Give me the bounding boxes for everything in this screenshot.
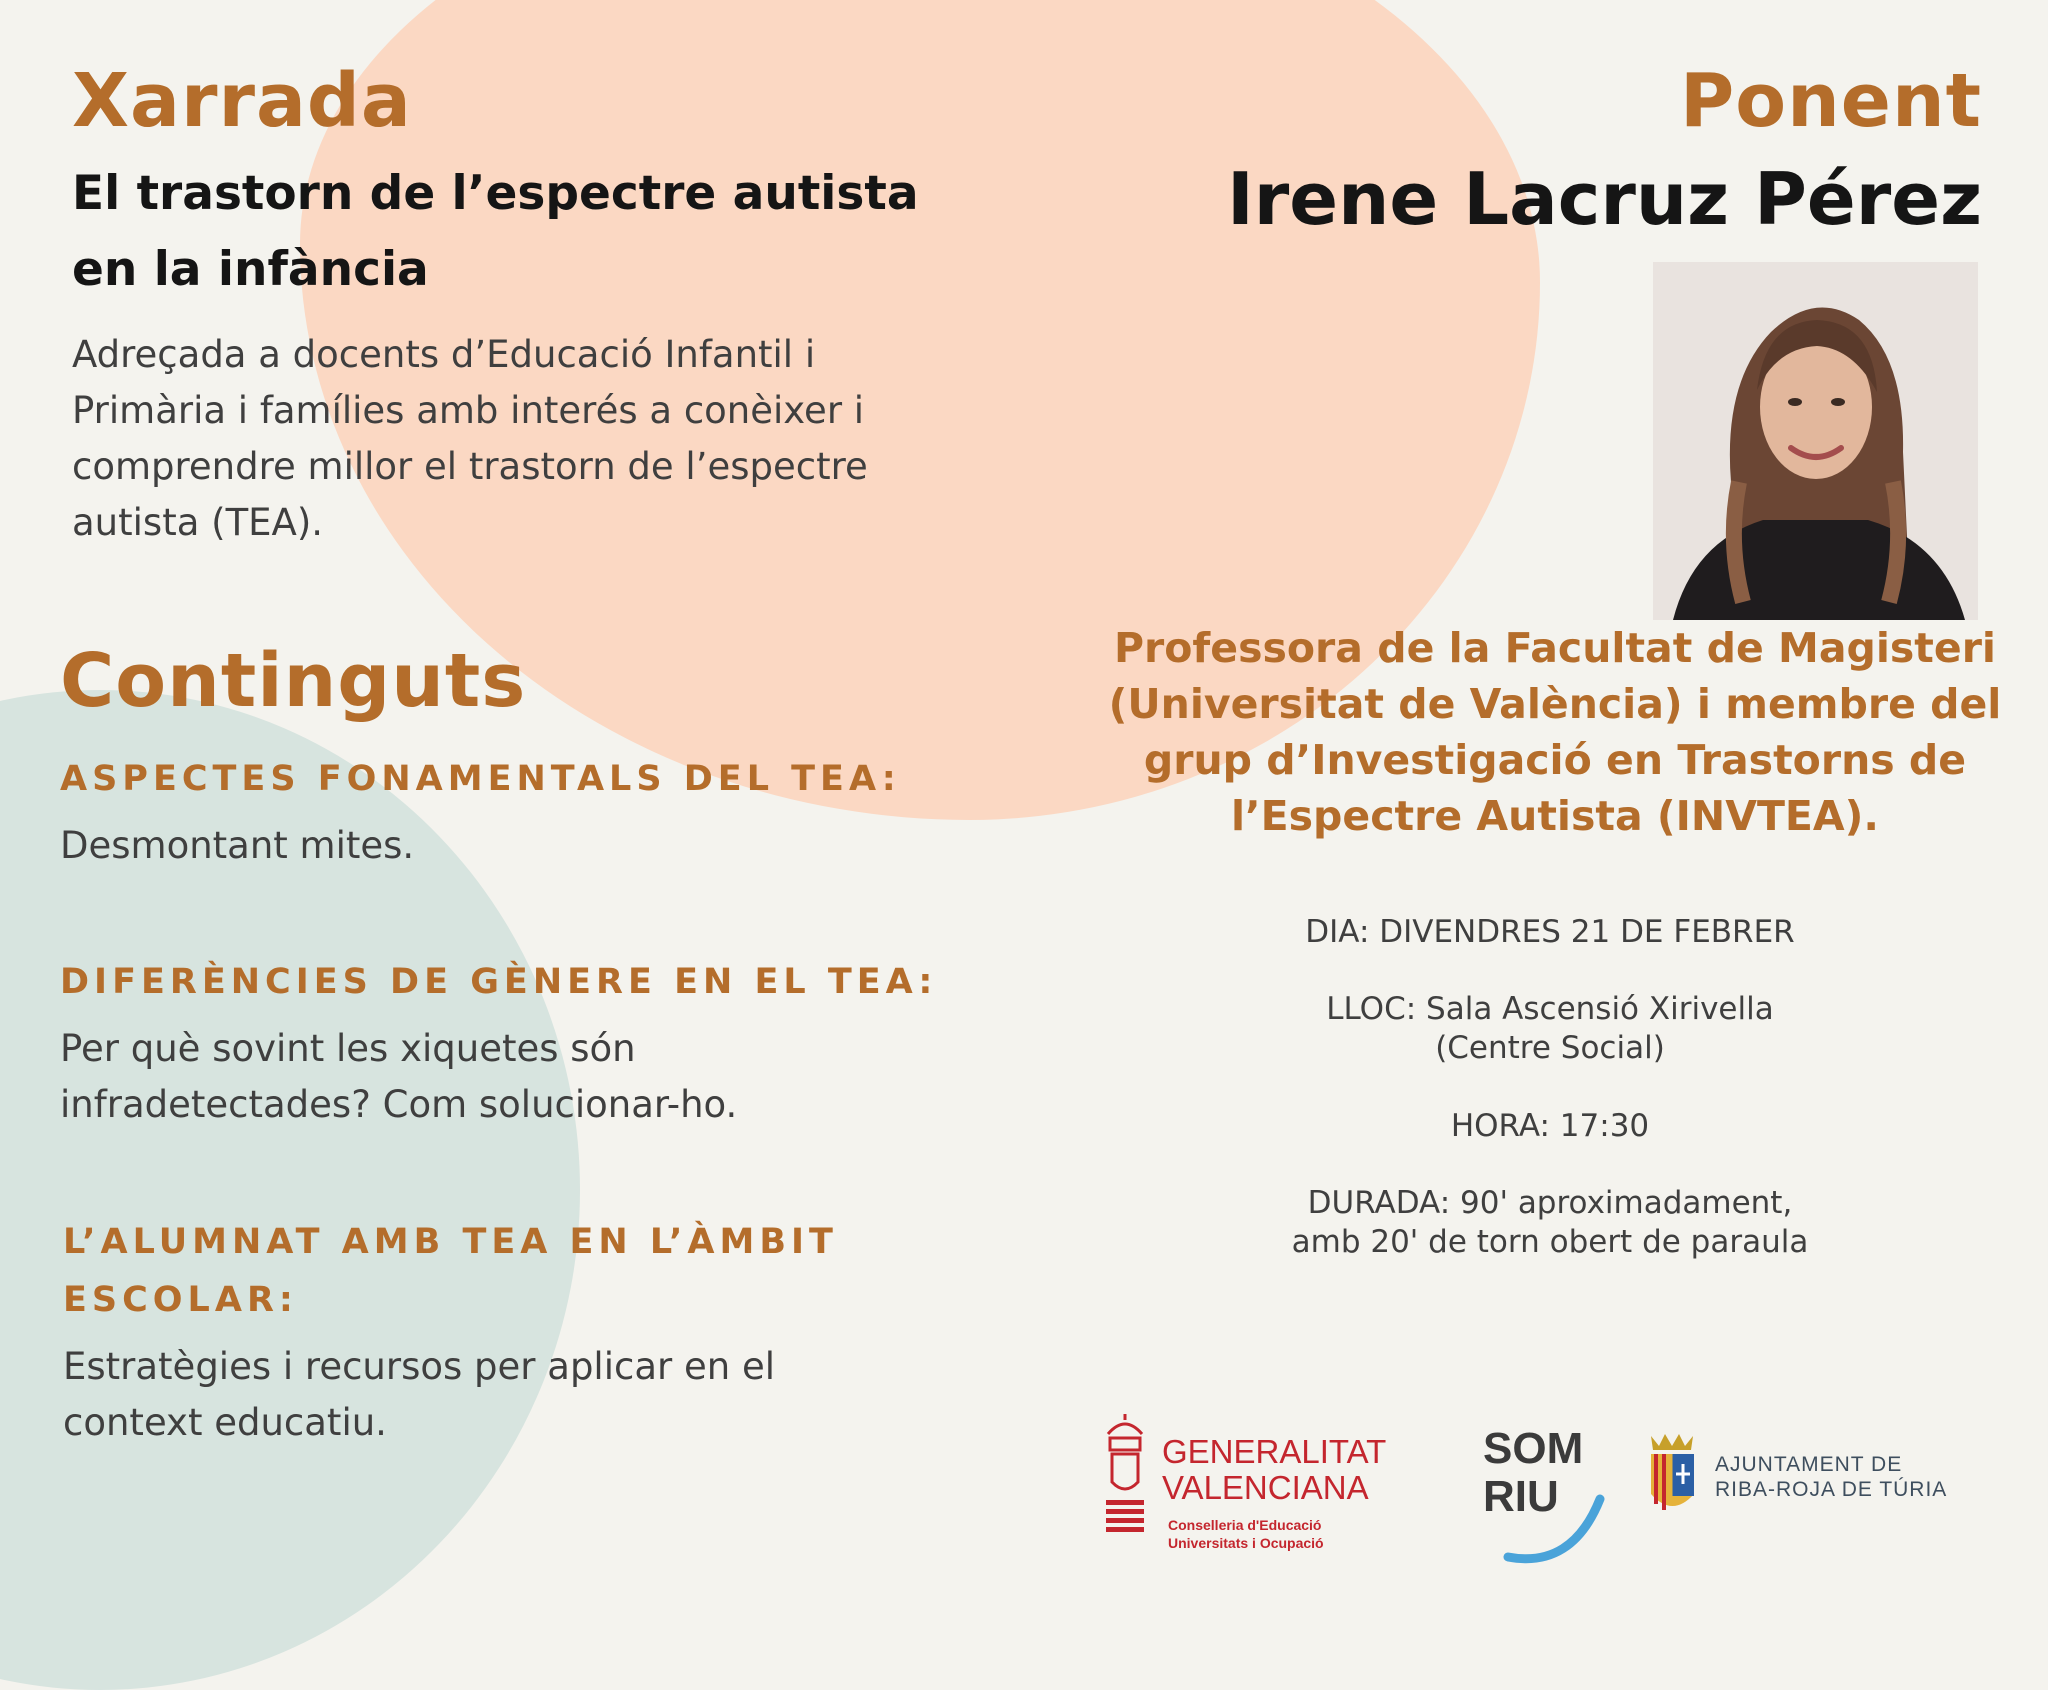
section-text — [63, 1339, 838, 1451]
section-title-line: L’ALUMNAT AMB TEA EN L’ÀMBIT — [63, 1222, 838, 1262]
section-text — [60, 1021, 937, 1133]
speaker-portrait-illustration — [1653, 262, 1978, 620]
bio-line: Professora de la Facultat de Magisteri — [1114, 624, 1996, 672]
ajuntament-riba-roja-logo — [1645, 1428, 1975, 1528]
bio-line: grup d’Investigació en Trastorns de — [1143, 736, 1967, 784]
talk-title-line: El trastorn de l’espectre autista — [72, 166, 919, 221]
contents-section — [60, 750, 901, 874]
section-title-line: ESCOLAR: — [63, 1280, 298, 1320]
talk-audience — [72, 327, 868, 551]
section-title: ASPECTES FONAMENTALS DEL TEA: — [60, 759, 901, 799]
section-text-line: context educatiu. — [63, 1401, 387, 1444]
event-place-line: (Centre Social) — [1435, 1030, 1665, 1066]
bio-line: l’Espectre Autista (INVTEA). — [1231, 792, 1879, 840]
gva-department-line: Conselleria d'Educació — [1168, 1517, 1322, 1533]
event-duration-line: DURADA: 90' aproximadament, — [1307, 1185, 1793, 1221]
talk-title — [72, 156, 919, 308]
event-duration — [1150, 1184, 1950, 1262]
speaker-name: Irene Lacruz Pérez — [1226, 157, 1982, 241]
smile-arc-icon — [1480, 1485, 1610, 1570]
gva-name — [1162, 1434, 1386, 1506]
gva-department — [1168, 1516, 1324, 1552]
section-text: Desmontant mites. — [60, 824, 415, 867]
bio-line: (Universitat de València) i membre del — [1108, 680, 2002, 728]
generalitat-valenciana-logo — [1100, 1408, 1400, 1558]
gva-crest-icon — [1100, 1412, 1150, 1542]
riba-roja-coat-of-arms-icon — [1645, 1428, 1700, 1520]
event-day: DIA: DIVENDRES 21 DE FEBRER — [1305, 914, 1795, 950]
audience-line: Adreçada a docents d’Educació Infantil i — [72, 333, 816, 376]
event-place-line: LLOC: Sala Ascensió Xirivella — [1326, 991, 1774, 1027]
ajuntament-name-line: AJUNTAMENT DE — [1715, 1453, 1903, 1476]
somriu-line: SOM — [1483, 1424, 1584, 1473]
contents-heading: Continguts — [60, 638, 527, 724]
section-title — [63, 1213, 838, 1329]
event-place — [1150, 990, 1950, 1068]
speaker-photo — [1653, 262, 1978, 620]
speaker-bio — [1100, 620, 2010, 844]
gva-name-line: VALENCIANA — [1162, 1469, 1369, 1506]
talk-heading: Xarrada — [72, 58, 412, 144]
audience-line: autista (TEA). — [72, 501, 324, 544]
audience-line: comprendre millor el trastorn de l’espectre — [72, 445, 868, 488]
section-text-line: infradetectades? Com solucionar-ho. — [60, 1083, 738, 1126]
section-title: DIFERÈNCIES DE GÈNERE EN EL TEA: — [60, 962, 938, 1002]
speaker-heading: Ponent — [1680, 58, 1982, 144]
event-time: HORA: 17:30 — [1450, 1108, 1650, 1144]
section-text-line: Estratègies i recursos per aplicar en el — [63, 1345, 775, 1388]
ajuntament-name-line: RIBA-ROJA DE TÚRIA — [1715, 1478, 1948, 1501]
ajuntament-name — [1715, 1452, 1947, 1502]
talk-title-line: en la infància — [72, 242, 429, 297]
section-text-line: Per què sovint les xiquetes són — [60, 1027, 636, 1070]
gva-name-line: GENERALITAT — [1162, 1433, 1387, 1470]
somriu-logo — [1480, 1425, 1610, 1565]
contents-section — [60, 953, 937, 1133]
gva-department-line: Universitats i Ocupació — [1168, 1535, 1324, 1551]
contents-section — [63, 1213, 838, 1451]
audience-line: Primària i famílies amb interés a conèixer i — [72, 389, 865, 432]
event-duration-line: amb 20' de torn obert de paraula — [1291, 1224, 1809, 1260]
somriu-line: RIU — [1483, 1472, 1559, 1521]
